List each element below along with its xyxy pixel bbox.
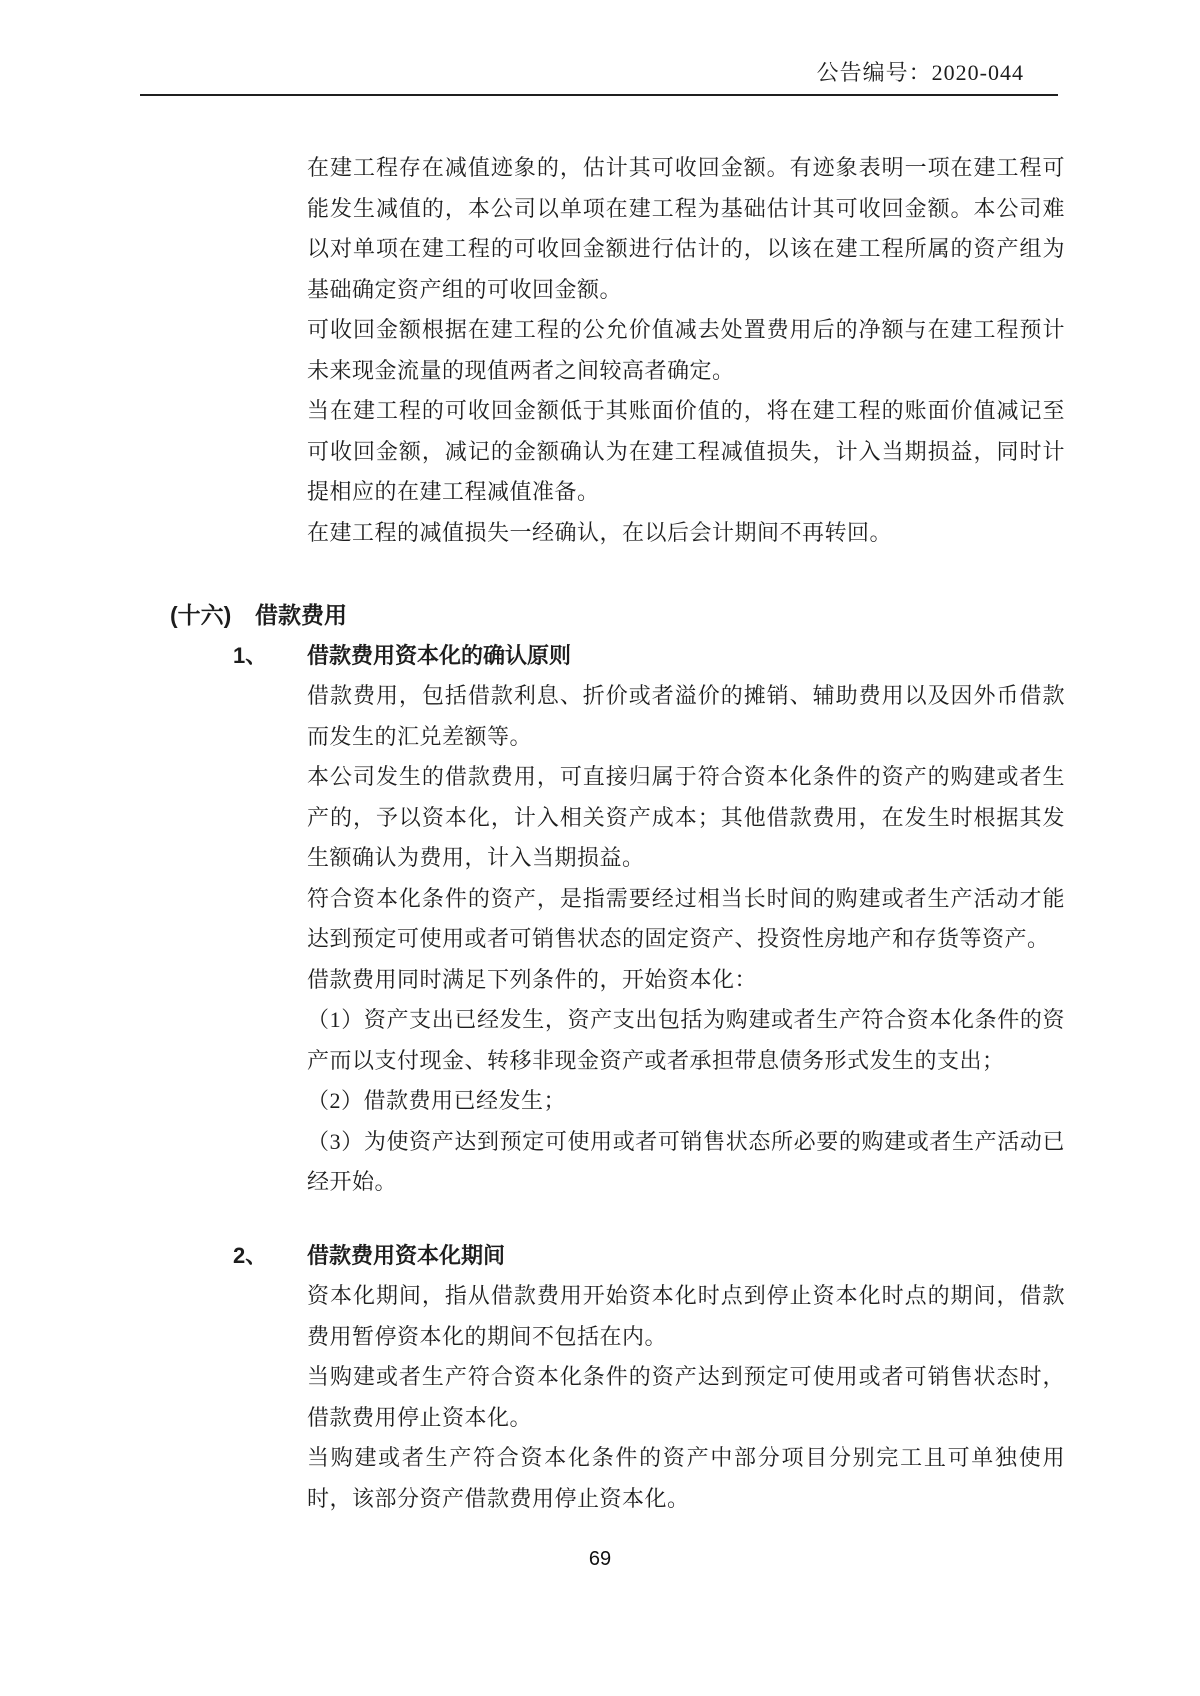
subsection-number: 2、 — [233, 1242, 268, 1268]
paragraph: 当购建或者生产符合资本化条件的资产中部分项目分别完工且可单独使用时，该部分资产借款费用停止资本化。 — [307, 1445, 1065, 1511]
paragraph: 资本化期间，指从借款费用开始资本化时点到停止资本化时点的期间，借款费用暂停资本化的期间不包括在内。 — [307, 1283, 1065, 1349]
paragraph: 当购建或者生产符合资本化条件的资产达到预定可使用或者可销售状态时，借款费用停止资本化。 — [307, 1364, 1065, 1430]
paragraph: 可收回金额根据在建工程的公允价值减去处置费用后的净额与在建工程预计未来现金流量的现值两者之间较高者确定。 — [307, 317, 1065, 383]
paragraph: （3）为使资产达到预定可使用或者可销售状态所必要的购建或者生产活动已经开始。 — [307, 1128, 1065, 1194]
subsection-number: 1、 — [233, 642, 268, 668]
paragraph: 符合资本化条件的资产，是指需要经过相当长时间的购建或者生产活动才能达到预定可使用或者可销售状态的固定资产、投资性房地产和存货等资产。 — [307, 885, 1065, 951]
paragraph: （1）资产支出已经发生，资产支出包括为购建或者生产符合资本化条件的资产而以支付现金、转移非现金资产或者承担带息债务形式发生的支出； — [307, 1007, 1065, 1073]
paragraph: 借款费用，包括借款利息、折价或者溢价的摊销、辅助费用以及因外币借款而发生的汇兑差额等。 — [307, 683, 1065, 749]
section-heading — [170, 595, 1200, 636]
subsection-title: 借款费用资本化的确认原则 — [307, 642, 572, 668]
paragraph: 当在建工程的可收回金额低于其账面价值的，将在建工程的账面价值减记至可收回金额，减记的金额确认为在建工程减值损失，计入当期损益，同时计提相应的在建工程减值准备。 — [307, 398, 1065, 504]
paragraph: 在建工程存在减值迹象的，估计其可收回金额。有迹象表明一项在建工程可能发生减值的，本公司以单项在建工程为基础估计其可收回金额。本公司难以对单项在建工程的可收回金额进行估计的，以该在建工程所属的资产组为基础确定资产组的可收回金额。 — [307, 155, 1065, 302]
document-body — [0, 148, 1200, 1519]
section-title: 借款费用 — [255, 602, 347, 628]
subsection-heading — [233, 636, 1200, 677]
subsection-heading — [233, 1236, 1200, 1277]
announcement-number: 公告编号：2020-044 — [816, 60, 1024, 85]
paragraph: 本公司发生的借款费用，可直接归属于符合资本化条件的资产的购建或者生产的，予以资本化，计入相关资产成本；其他借款费用，在发生时根据其发生额确认为费用，计入当期损益。 — [307, 764, 1065, 870]
paragraph: 借款费用同时满足下列条件的，开始资本化： — [307, 966, 758, 992]
page-number: 69 — [588, 1548, 612, 1570]
section-number: (十六) — [170, 602, 232, 628]
paragraph: （2）借款费用已经发生； — [307, 1088, 567, 1113]
subsection-title: 借款费用资本化期间 — [307, 1242, 506, 1268]
paragraph: 在建工程的减值损失一经确认，在以后会计期间不再转回。 — [307, 519, 893, 545]
page-header — [140, 56, 1058, 96]
